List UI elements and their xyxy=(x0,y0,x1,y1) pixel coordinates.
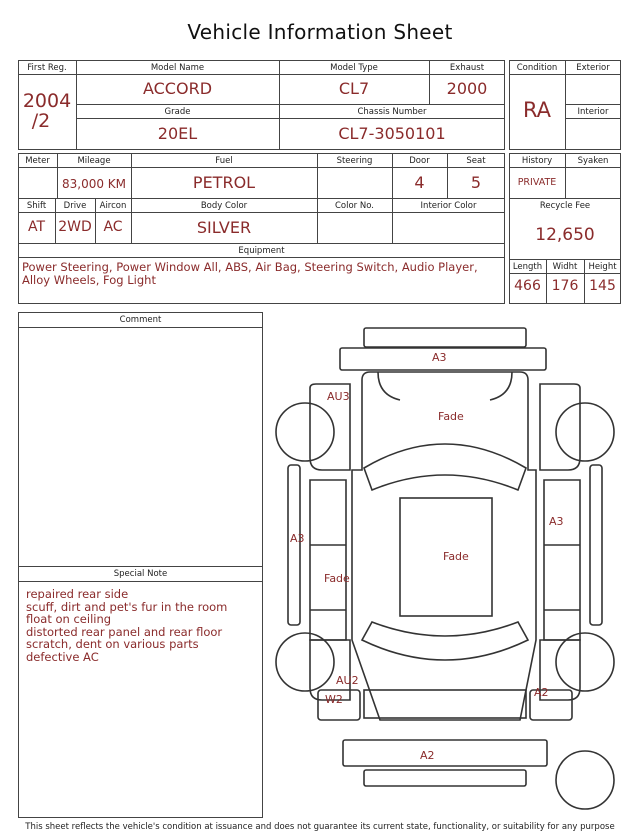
windshield xyxy=(364,444,526,490)
special-notes-list xyxy=(26,588,262,663)
seat-label: Seat xyxy=(466,156,486,166)
model-name-label: Model Name xyxy=(150,63,205,73)
door-value: 4 xyxy=(414,173,425,192)
aircon-value: AC xyxy=(103,219,123,235)
width-value: 176 xyxy=(551,278,579,294)
rear-left-fender xyxy=(310,640,350,700)
sheet-title: Vehicle Information Sheet xyxy=(187,20,453,44)
length-value: 466 xyxy=(514,278,541,294)
drive-label: Drive xyxy=(63,201,87,211)
mark-front-bumper: A3 xyxy=(432,351,447,364)
exterior-label: Exterior xyxy=(576,63,610,73)
height-label: Height xyxy=(588,262,617,272)
mileage-value: 83,000 KM xyxy=(61,177,127,191)
right-headlight xyxy=(490,372,512,400)
mark-front-left-fender: AU3 xyxy=(327,390,350,403)
front-right-fender xyxy=(540,384,580,470)
fuel-label: Fuel xyxy=(215,156,233,166)
special-note-item: defective AC xyxy=(26,649,99,664)
comment-frame xyxy=(18,312,263,818)
equipment-value: Power Steering, Power Window All, ABS, Air Bag, Steering Switch, Audio Player, Alloy Wheels, Fog Light xyxy=(22,260,478,287)
special-note-item: scuff, dirt and pet's fur in the room xyxy=(26,599,228,614)
comment-label: Comment xyxy=(119,315,162,325)
first-reg-month: /2 xyxy=(31,110,51,132)
mark-left-door: Fade xyxy=(324,572,350,585)
car-body-outline xyxy=(352,372,536,720)
exhaust-value: 2000 xyxy=(446,79,488,98)
special-note-item: repaired rear side xyxy=(26,587,129,601)
chassis-value: CL7-3050101 xyxy=(338,124,446,143)
grade-label: Grade xyxy=(164,107,191,117)
color-no-label: Color No. xyxy=(334,201,374,211)
syaken-label: Syaken xyxy=(577,156,609,166)
aircon-label: Aircon xyxy=(99,201,127,211)
rear-bottom-bar xyxy=(364,770,526,786)
meter-label: Meter xyxy=(25,156,50,166)
model-type-value: CL7 xyxy=(338,79,370,98)
history-value: PRIVATE xyxy=(517,177,557,188)
condition-label: Condition xyxy=(516,63,558,73)
recycle-fee-label: Recycle Fee xyxy=(539,201,591,211)
model-name-value: ACCORD xyxy=(142,79,213,98)
mark-right-side: A3 xyxy=(549,515,564,528)
drive-value: 2WD xyxy=(58,219,92,235)
length-label: Length xyxy=(512,262,543,272)
shift-label: Shift xyxy=(26,201,47,211)
left-side-strip xyxy=(288,465,300,625)
body-color-label: Body Color xyxy=(200,201,248,211)
footer-disclaimer: This sheet reflects the vehicle's condition at issuance and does not guarantee its current state, functionality, or suitability for any purpose xyxy=(25,822,615,832)
car-damage-diagram xyxy=(268,320,630,820)
trunk-lid xyxy=(364,690,526,718)
special-note-label: Special Note xyxy=(113,569,168,579)
rear-left-wheel xyxy=(276,633,334,691)
equipment-label: Equipment xyxy=(238,246,285,256)
mark-rear-bumper: A2 xyxy=(420,749,435,762)
mark-rear-right: A2 xyxy=(534,686,549,699)
chassis-label: Chassis Number xyxy=(357,107,427,117)
front-right-wheel xyxy=(556,403,614,461)
right-door-frame xyxy=(544,480,580,640)
history-label: History xyxy=(521,156,553,166)
mark-rear-left: W2 xyxy=(325,693,343,706)
condition-value: RA xyxy=(522,98,552,122)
fuel-value: PETROL xyxy=(192,173,256,192)
rear-window xyxy=(362,622,528,660)
mileage-label: Mileage xyxy=(77,156,111,166)
recycle-fee-value: 12,650 xyxy=(535,225,595,245)
shift-value: AT xyxy=(27,219,46,235)
first-reg-year: 2004 xyxy=(22,90,72,112)
steering-label: Steering xyxy=(336,156,373,166)
rear-right-wheel xyxy=(556,633,614,691)
left-headlight xyxy=(378,372,400,400)
mark-hood: Fade xyxy=(438,410,464,423)
mark-left-side: A3 xyxy=(290,532,305,545)
grade-value: 20EL xyxy=(157,124,198,143)
spare-wheel xyxy=(556,751,614,809)
front-left-wheel xyxy=(276,403,334,461)
interior-color-label: Interior Color xyxy=(420,201,477,211)
special-note-item: scratch, dent on various parts xyxy=(26,637,199,651)
seat-value: 5 xyxy=(470,173,482,192)
mark-roof: Fade xyxy=(443,550,469,563)
exhaust-label: Exhaust xyxy=(449,63,485,73)
door-label: Door xyxy=(409,156,430,166)
first-reg-label: First Reg. xyxy=(27,63,67,73)
left-door-frame xyxy=(310,480,346,640)
height-value: 145 xyxy=(589,278,616,294)
width-label: Widht xyxy=(552,262,578,272)
rear-bumper xyxy=(343,740,547,766)
mark-rear-left-fender: AU2 xyxy=(336,674,359,687)
interior-label: Interior xyxy=(577,107,609,117)
body-color-value: SILVER xyxy=(196,218,252,237)
front-top-bar xyxy=(364,328,526,347)
right-side-strip xyxy=(590,465,602,625)
model-type-label: Model Type xyxy=(330,63,378,73)
special-note-item: float on ceiling xyxy=(26,612,112,626)
special-note-item: distorted rear panel and rear floor xyxy=(26,624,223,639)
